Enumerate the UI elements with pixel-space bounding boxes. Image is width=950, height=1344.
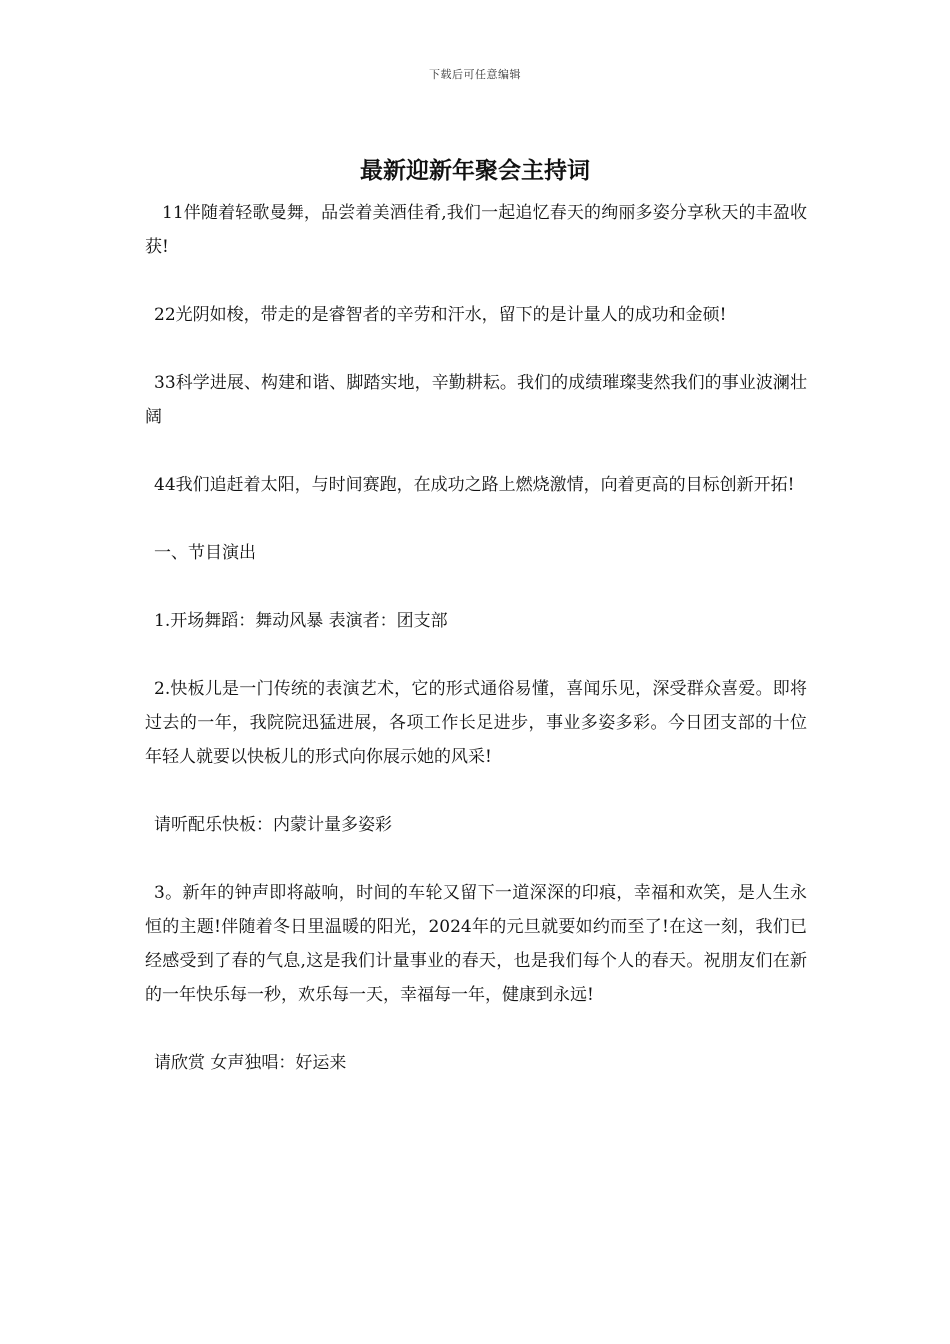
paragraph-2: 22光阴如梭，带走的是睿智者的辛劳和汗水，留下的是计量人的成功和金硕!: [154, 305, 727, 325]
document-title: 最新迎新年聚会主持词: [360, 157, 590, 184]
section-heading-performances: 一、节目演出: [154, 543, 256, 563]
document-body: [145, 196, 807, 1114]
program-item-1: 1.开场舞蹈：舞动风暴 表演者：团支部: [154, 611, 448, 631]
program-item-2: 2.快板儿是一门传统的表演艺术，它的形式通俗易懂，喜闻乐见，深受群众喜爱。即将过去的一年，我院院迅猛进展，各项工作长足进步，事业多姿多彩。今日团支部的十位年轻人就要以快板儿的形式向你展示她的风采!: [145, 679, 807, 767]
program-item-3: 3。新年的钟声即将敲响，时间的车轮又留下一道深深的印痕，幸福和欢笑，是人生永恒的主题!伴随着冬日里温暖的阳光，2024年的元旦就要如约而至了!在这一刻，我们已经感受到了春的气息,这是我们计量事业的春天，也是我们每个人的春天。祝朋友们在新的一年快乐每一秒，欢乐每一天，幸福每一年，健康到永远!: [145, 883, 807, 1005]
program-item-3-announcement: 请欣赏 女声独唱：好运来: [154, 1053, 347, 1073]
paragraph-3: 33科学进展、构建和谐、脚踏实地，辛勤耕耘。我们的成绩璀璨斐然我们的事业波澜壮阔: [145, 373, 807, 427]
program-item-2-announcement: 请听配乐快板：内蒙计量多姿彩: [154, 815, 392, 835]
page-header-note: 下载后可任意编辑: [429, 68, 521, 81]
paragraph-4: 44我们追赶着太阳，与时间赛跑，在成功之路上燃烧激情，向着更高的目标创新开拓!: [154, 475, 795, 495]
paragraph-1: 11伴随着轻歌曼舞，品尝着美酒佳肴,我们一起追忆春天的绚丽多姿分享秋天的丰盈收获!: [145, 203, 807, 257]
